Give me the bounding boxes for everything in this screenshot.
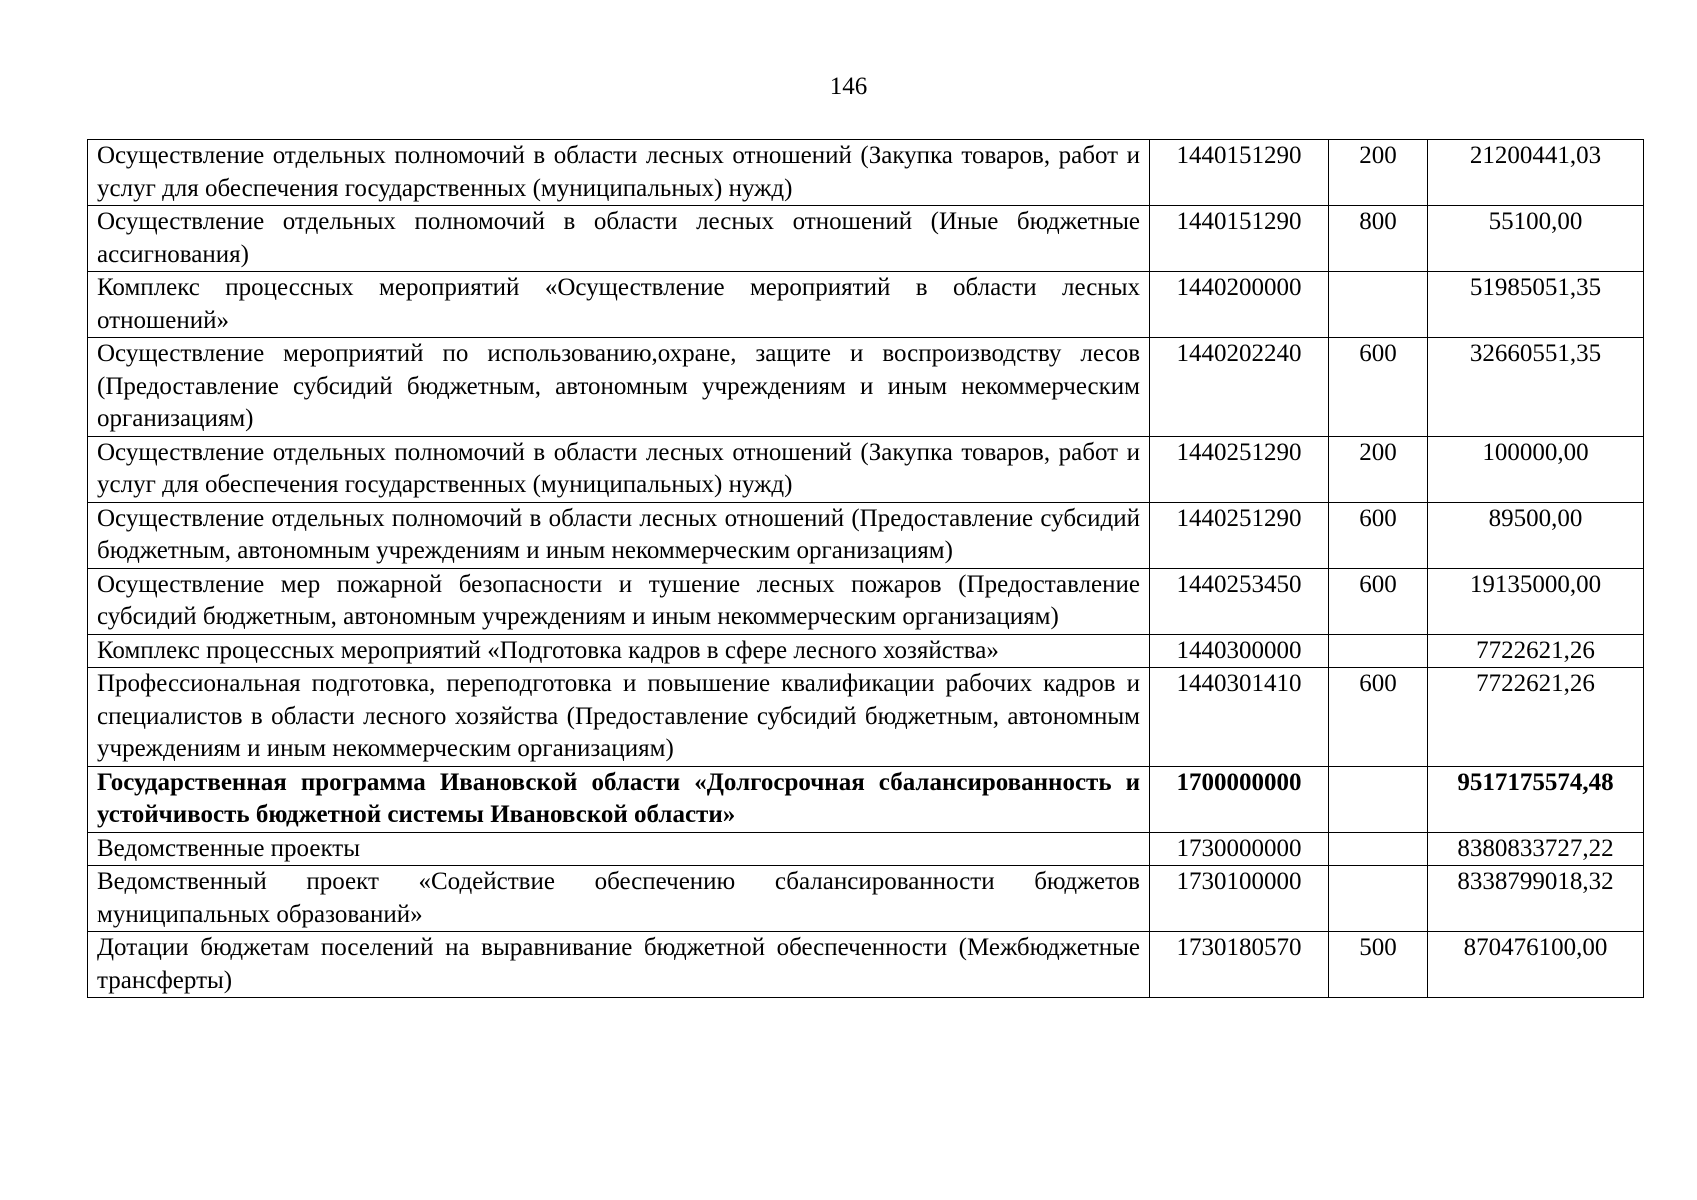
row-expense-type-cell bbox=[1329, 832, 1428, 866]
row-expense-type-cell: 500 bbox=[1329, 932, 1428, 998]
table-row bbox=[88, 140, 1644, 206]
row-amount-cell: 51985051,35 bbox=[1428, 272, 1644, 338]
row-expense-type-cell: 600 bbox=[1329, 502, 1428, 568]
row-target-code-cell: 1440202240 bbox=[1150, 338, 1329, 437]
row-name-cell: Ведомственные проекты bbox=[88, 832, 1150, 866]
row-name-cell: Профессиональная подготовка, переподготовка и повышение квалификации рабочих кадров и специалистов в области лесного хозяйства (Предоставление субсидий бюджетным, автономным учреждениям и иным некоммерческим организациям) bbox=[88, 668, 1150, 767]
row-amount-cell: 19135000,00 bbox=[1428, 568, 1644, 634]
row-amount-cell: 89500,00 bbox=[1428, 502, 1644, 568]
row-target-code-cell: 1440251290 bbox=[1150, 502, 1329, 568]
table-row bbox=[88, 668, 1644, 767]
row-expense-type-cell bbox=[1329, 272, 1428, 338]
row-expense-type-cell: 200 bbox=[1329, 436, 1428, 502]
row-expense-type-cell: 800 bbox=[1329, 206, 1428, 272]
row-name-cell: Осуществление отдельных полномочий в области лесных отношений (Предоставление субсидий бюджетным, автономным учреждениям и иным некоммерческим организациям) bbox=[88, 502, 1150, 568]
row-name-cell: Осуществление мероприятий по использованию,охране, защите и воспроизводству лесов (Предоставление субсидий бюджетным, автономным учреждениям и иным некоммерческим организациям) bbox=[88, 338, 1150, 437]
row-target-code-cell: 1440300000 bbox=[1150, 634, 1329, 668]
row-amount-cell: 21200441,03 bbox=[1428, 140, 1644, 206]
row-expense-type-cell: 200 bbox=[1329, 140, 1428, 206]
table-row bbox=[88, 436, 1644, 502]
table-row bbox=[88, 502, 1644, 568]
row-name-cell: Комплекс процессных мероприятий «Подготовка кадров в сфере лесного хозяйства» bbox=[88, 634, 1150, 668]
row-target-code-cell: 1440253450 bbox=[1150, 568, 1329, 634]
row-target-code-cell: 1700000000 bbox=[1150, 766, 1329, 832]
table-row bbox=[88, 866, 1644, 932]
row-amount-cell: 100000,00 bbox=[1428, 436, 1644, 502]
row-expense-type-cell bbox=[1329, 766, 1428, 832]
row-name-cell: Дотации бюджетам поселений на выравнивание бюджетной обеспеченности (Межбюджетные трансферты) bbox=[88, 932, 1150, 998]
row-target-code-cell: 1440151290 bbox=[1150, 140, 1329, 206]
page-number: 146 bbox=[829, 73, 868, 100]
row-name-cell: Государственная программа Ивановской области «Долгосрочная сбалансированность и устойчивость бюджетной системы Ивановской области» bbox=[88, 766, 1150, 832]
row-expense-type-cell bbox=[1329, 866, 1428, 932]
budget-table-body bbox=[88, 140, 1644, 998]
table-row bbox=[88, 338, 1644, 437]
row-expense-type-cell bbox=[1329, 634, 1428, 668]
row-target-code-cell: 1440151290 bbox=[1150, 206, 1329, 272]
row-name-cell: Осуществление отдельных полномочий в области лесных отношений (Закупка товаров, работ и услуг для обеспечения государственных (муниципальных) нужд) bbox=[88, 140, 1150, 206]
row-target-code-cell: 1730000000 bbox=[1150, 832, 1329, 866]
budget-table bbox=[87, 139, 1644, 998]
row-expense-type-cell: 600 bbox=[1329, 668, 1428, 767]
table-row bbox=[88, 634, 1644, 668]
row-amount-cell: 9517175574,48 bbox=[1428, 766, 1644, 832]
row-name-cell: Комплекс процессных мероприятий «Осуществление мероприятий в области лесных отношений» bbox=[88, 272, 1150, 338]
row-name-cell: Осуществление отдельных полномочий в области лесных отношений (Закупка товаров, работ и услуг для обеспечения государственных (муниципальных) нужд) bbox=[88, 436, 1150, 502]
table-row-program-total bbox=[88, 766, 1644, 832]
row-amount-cell: 55100,00 bbox=[1428, 206, 1644, 272]
row-expense-type-cell: 600 bbox=[1329, 338, 1428, 437]
table-row bbox=[88, 932, 1644, 998]
row-target-code-cell: 1440200000 bbox=[1150, 272, 1329, 338]
table-row bbox=[88, 206, 1644, 272]
row-amount-cell: 8338799018,32 bbox=[1428, 866, 1644, 932]
table-row bbox=[88, 568, 1644, 634]
row-expense-type-cell: 600 bbox=[1329, 568, 1428, 634]
row-name-cell: Осуществление отдельных полномочий в области лесных отношений (Иные бюджетные ассигнования) bbox=[88, 206, 1150, 272]
row-amount-cell: 870476100,00 bbox=[1428, 932, 1644, 998]
row-name-cell: Ведомственный проект «Содействие обеспечению сбалансированности бюджетов муниципальных образований» bbox=[88, 866, 1150, 932]
row-target-code-cell: 1730180570 bbox=[1150, 932, 1329, 998]
row-amount-cell: 8380833727,22 bbox=[1428, 832, 1644, 866]
row-amount-cell: 7722621,26 bbox=[1428, 668, 1644, 767]
row-target-code-cell: 1730100000 bbox=[1150, 866, 1329, 932]
row-target-code-cell: 1440301410 bbox=[1150, 668, 1329, 767]
row-target-code-cell: 1440251290 bbox=[1150, 436, 1329, 502]
row-amount-cell: 7722621,26 bbox=[1428, 634, 1644, 668]
row-name-cell: Осуществление мер пожарной безопасности и тушение лесных пожаров (Предоставление субсидий бюджетным, автономным учреждениям и иным некоммерческим организациям) bbox=[88, 568, 1150, 634]
table-row bbox=[88, 832, 1644, 866]
table-row bbox=[88, 272, 1644, 338]
row-amount-cell: 32660551,35 bbox=[1428, 338, 1644, 437]
